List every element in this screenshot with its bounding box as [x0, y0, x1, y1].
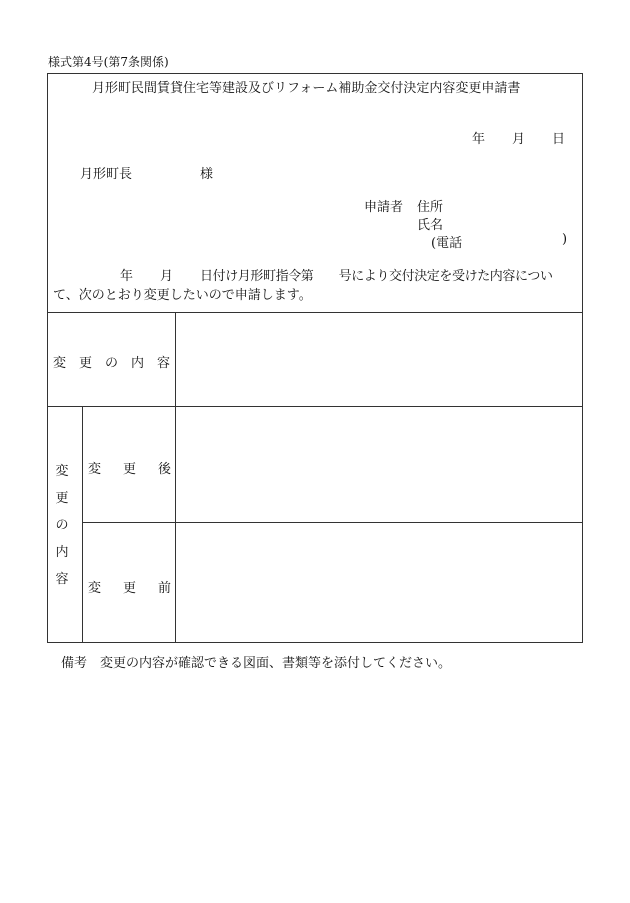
row2-label-char: 更 [55, 491, 69, 506]
row2-label-char: 変 [55, 464, 69, 479]
note-label: 備考 [61, 656, 88, 671]
after-label-char: 更 [123, 462, 137, 477]
body-line1-text: 日付け月形町指令第 号により交付決定を受けた内容につい [200, 269, 553, 284]
after-label-char: 後 [158, 462, 172, 477]
form-number: 様式第4号(第7条関係) [48, 55, 169, 69]
table-subcolumn-divider [82, 406, 83, 643]
row1-label-char: 更 [79, 356, 93, 371]
after-label [88, 458, 172, 477]
row1-label-char: の [105, 356, 119, 371]
row2-label-char: 内 [55, 545, 69, 560]
before-label-char: 変 [88, 581, 102, 596]
body-year: 年 [120, 269, 134, 284]
row1-label-char: 内 [131, 356, 145, 371]
body-line2: て、次のとおり変更したいので申請します。 [53, 288, 312, 303]
note-text: 変更の内容が確認できる図面、書類等を添付してください。 [100, 656, 452, 671]
date-year: 年 [472, 132, 486, 147]
row1-label-char: 変 [53, 356, 67, 371]
body-month: 月 [160, 269, 174, 284]
applicant-address-label: 住所 [417, 200, 444, 215]
before-label [88, 577, 172, 596]
before-label-char: 更 [123, 581, 137, 596]
addressee-honorific: 様 [200, 167, 214, 182]
row2-label-char: の [55, 518, 69, 533]
before-label-char: 前 [158, 581, 172, 596]
applicant-phone-open: (電話 [431, 236, 463, 251]
after-label-char: 変 [88, 462, 102, 477]
applicant-label: 申請者 [364, 200, 404, 215]
row2-label-char: 容 [55, 572, 69, 587]
table-divider-top [47, 312, 583, 313]
row2-vertical-label [54, 458, 70, 593]
form-title: 月形町民間賃貸住宅等建設及びリフォーム補助金交付決定内容変更申請書 [92, 81, 521, 96]
table-column-divider [175, 312, 176, 643]
applicant-phone-close: ) [562, 232, 568, 247]
row1-label-char: 容 [157, 356, 171, 371]
table-divider-after-before [82, 522, 583, 523]
date-month: 月 [512, 132, 526, 147]
addressee-name: 月形町長 [80, 167, 133, 182]
applicant-name-label: 氏名 [417, 218, 444, 233]
row1-label [53, 352, 173, 371]
date-day: 日 [552, 132, 566, 147]
table-divider-middle [47, 406, 583, 407]
